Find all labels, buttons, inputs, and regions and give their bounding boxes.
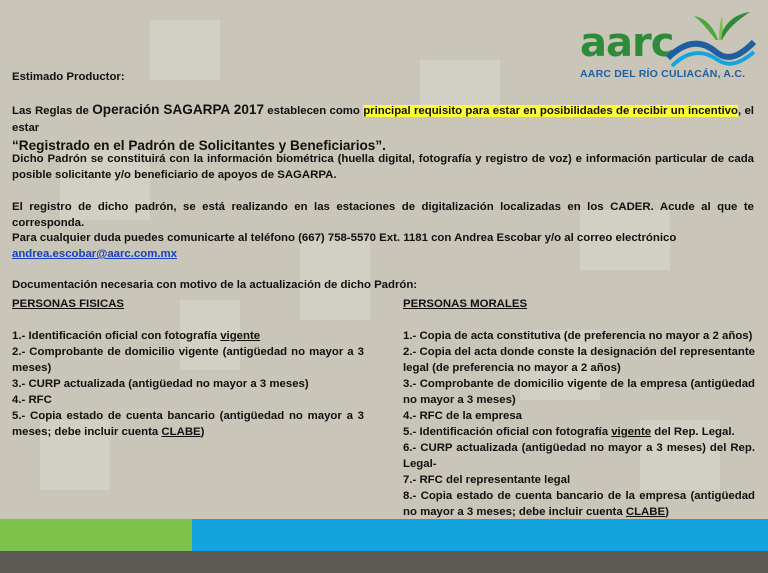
contact-email-link[interactable]: andrea.escobar@aarc.com.mx xyxy=(12,248,177,260)
intro-highlight: principal requisito para estar en posibilidades de recibir un incentivo xyxy=(363,105,738,117)
morales-item-6: 6.- CURP actualizada (antigüedad no mayor a 3 meses) del Rep. Legal- xyxy=(403,442,755,470)
sprout-wave-icon xyxy=(666,6,756,68)
fisicas-item-5: 5.- Copia estado de cuenta bancario (antigüedad no mayor a 3 meses; debe incluir cuenta CLABE) xyxy=(12,410,364,438)
intro-text: establecen como xyxy=(264,105,364,117)
fisicas-item-4: 4.- RFC xyxy=(12,394,52,406)
bottom-bar-green xyxy=(0,519,192,551)
padron-paragraph: Dicho Padrón se constituirá con la información biométrica (huella digital, fotografía y registro de voz) e información particular de cada posible solicitante y/o beneficiario de apoyos de SAGARPA. xyxy=(12,153,754,181)
fisicas-item-3: 3.- CURP actualizada (antigüedad no mayor a 3 meses) xyxy=(12,378,309,390)
greeting: Estimado Productor: xyxy=(12,71,125,83)
morales-item-3: 3.- Comprobante de domicilio vigente de la empresa (antigüedad no mayor a 3 meses) xyxy=(403,378,755,406)
logo-subtitle: AARC DEL RÍO CULIACÁN, A.C. xyxy=(580,68,746,80)
morales-item-2: 2.- Copia del acta donde conste la designación del representante legal (de preferencia no mayor a 2 años) xyxy=(403,346,755,374)
intro-text: Las Reglas de xyxy=(12,105,93,117)
registro-paragraph: El registro de dicho padrón, se está realizando en las estaciones de digitalización localizadas en los CADER. Acude al que te corresponda. xyxy=(12,201,754,229)
morales-item-5: 5.- Identificación oficial con fotografía vigente del Rep. Legal. xyxy=(403,426,735,438)
morales-item-4: 4.- RFC de la empresa xyxy=(403,410,523,422)
bottom-strip xyxy=(0,551,768,573)
personas-morales-column xyxy=(403,296,755,520)
personas-fisicas-column xyxy=(12,296,364,440)
contact-paragraph xyxy=(12,230,754,262)
documentation-heading: Documentación necesaria con motivo de la actualización de dicho Padrón: xyxy=(12,279,418,291)
morales-item-7: 7.- RFC del representante legal xyxy=(403,474,571,486)
logo-wordmark: aarc xyxy=(580,20,674,66)
fisicas-item-2: 2.- Comprobante de domicilio vigente (antigüedad no mayor a 3 meses) xyxy=(12,346,364,374)
intro-registry: “Registrado en el Padrón de Solicitantes y Beneficiarios”. xyxy=(12,138,386,153)
fisicas-item-1: 1.- Identificación oficial con fotografía vigente xyxy=(12,330,261,342)
morales-title: PERSONAS MORALES xyxy=(403,298,528,310)
morales-item-1: 1.- Copia de acta constitutiva (de preferencia no mayor a 2 años) xyxy=(403,330,753,342)
intro-paragraph xyxy=(12,101,754,155)
fisicas-title: PERSONAS FISICAS xyxy=(12,298,125,310)
intro-text: , el estar xyxy=(12,105,754,134)
intro-program: Operación SAGARPA 2017 xyxy=(92,102,264,117)
contact-text: Para cualquier duda puedes comunicarte al teléfono (667) 758-5570 Ext. 1181 con Andrea Escobar y/o al correo electrónico xyxy=(12,232,677,244)
morales-item-8: 8.- Copia estado de cuenta bancario de la empresa (antigüedad no mayor a 3 meses; debe incluir cuenta CLABE) xyxy=(403,490,755,518)
bottom-bar-blue xyxy=(192,519,768,551)
